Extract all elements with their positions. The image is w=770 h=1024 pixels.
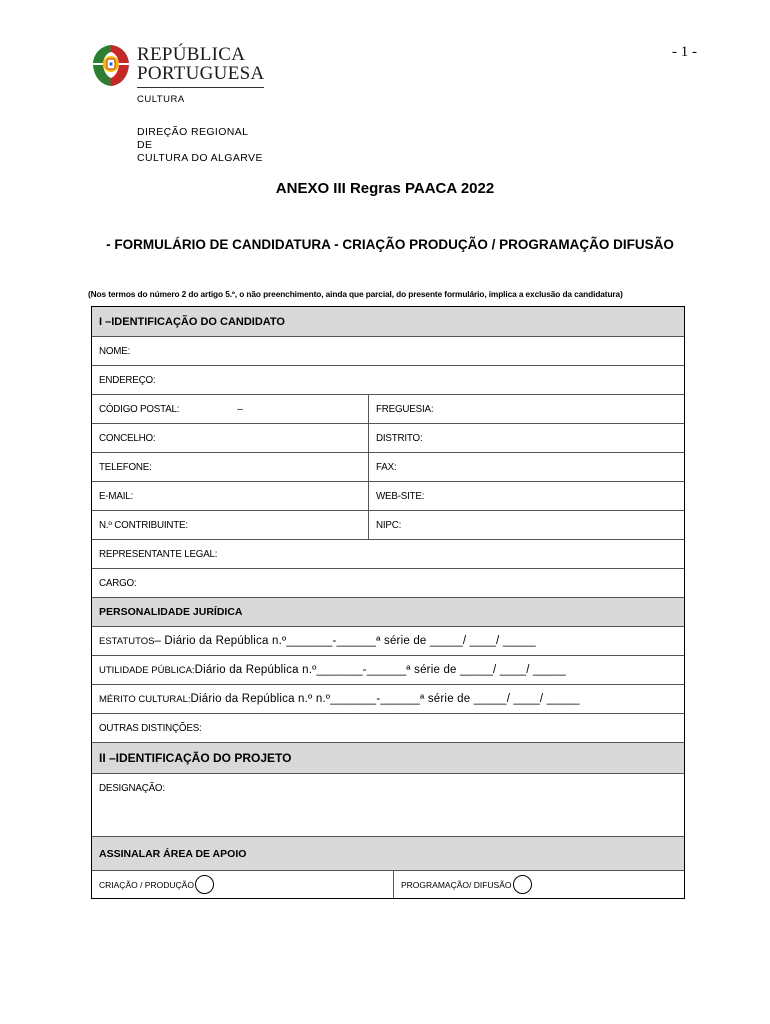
endereco-label: ENDEREÇO: [99,374,156,386]
telefone-field[interactable] [92,453,369,481]
department-line: DE [137,139,153,151]
concelho-field[interactable] [92,424,369,452]
brand-line-1: REPÚBLICA [137,44,246,65]
annex-title: ANEXO III Regras PAACA 2022 [275,180,495,197]
codigo-postal-separator: – [237,403,243,415]
form-row-merito[interactable] [92,684,684,713]
distrito-label: DISTRITO: [376,432,423,444]
designacao-label: DESIGNAÇÃO: [99,783,165,794]
cargo-label: CARGO: [99,577,137,589]
website-field[interactable] [369,482,424,510]
criacao-label: CRIAÇÃO / PRODUÇÃO [99,879,194,890]
section-header [92,307,684,336]
representante-label: REPRESENTANTE LEGAL: [99,548,218,560]
form-row-concelho [92,423,684,452]
estatutos-text: – Diário da República n.º_______-______ª série de _____/ ____/ _____ [154,635,536,647]
form-row-endereco[interactable] [92,365,684,394]
contribuinte-field[interactable] [92,511,369,539]
merito-label: MÉRITO CULTURAL: [99,693,191,705]
form-row-codigo-postal [92,394,684,423]
form-row-outras[interactable] [92,713,684,742]
department-name [137,126,263,165]
programacao-label: PROGRAMAÇÃO/ DIFUSÃO [401,879,512,890]
section1-title: I –IDENTIFICAÇÃO DO CANDIDATO [99,315,285,328]
estatutos-label: ESTATUTOS [99,635,155,647]
form-title: - FORMULÁRIO DE CANDIDATURA - CRIAÇÃO PRODUÇÃO / PROGRAMAÇÃO DIFUSÃO [106,237,674,252]
fax-label: FAX: [376,461,397,473]
form-row-email [92,481,684,510]
email-field[interactable] [92,482,369,510]
utilidade-label: UTILIDADE PÚBLICA: [99,664,195,676]
form-row-contribuinte [92,510,684,539]
email-label: E-MAIL: [99,490,133,502]
form-row-telefone [92,452,684,481]
coat-of-arms-icon [92,43,130,87]
utilidade-text: Diário da República n.º_______-______ª série de _____/ ____/ _____ [194,664,566,676]
apoio-option-criacao[interactable] [92,871,394,898]
form-note: (Nos termos do número 2 do artigo 5.º, o não preenchimento, ainda que parcial, do presente formulário, implica a exclusão da candidatura) [88,289,623,299]
form-row-nome[interactable] [92,336,684,365]
apoio-title: ASSINALAR ÁREA DE APOIO [99,847,247,860]
nipc-field[interactable] [369,511,401,539]
criacao-radio[interactable] [195,875,214,894]
form-row-cargo[interactable] [92,568,684,597]
nipc-label: NIPC: [376,519,402,531]
utilidade-field [92,656,684,684]
fax-field[interactable] [369,453,396,481]
freguesia-field[interactable] [369,395,433,423]
form-row-apoio-options [92,870,684,898]
codigo-postal-label: CÓDIGO POSTAL: [99,403,180,415]
nome-label: NOME: [99,345,131,357]
section-header [92,597,684,626]
concelho-label: CONCELHO: [99,432,156,444]
distrito-field[interactable] [369,424,422,452]
application-form [91,306,685,899]
department-line: CULTURA DO ALGARVE [137,152,263,164]
form-row-estatutos[interactable] [92,626,684,655]
section-header [92,836,684,870]
outras-label: OUTRAS DISTINÇÕES: [99,722,202,734]
page-number: - 1 - [672,44,697,60]
section2-title: II –IDENTIFICAÇÃO DO PROJETO [99,751,292,765]
freguesia-label: FREGUESIA: [376,403,434,415]
telefone-label: TELEFONE: [99,461,152,473]
estatutos-field [92,627,684,655]
brand-divider [137,87,264,88]
section-header [92,742,684,773]
form-row-designacao[interactable] [92,773,684,836]
personalidade-title: PERSONALIDADE JURÍDICA [99,606,243,618]
merito-field [92,685,684,713]
merito-text: Diário da República n.º n.º_______-______ª série de _____/ ____/ _____ [190,693,580,705]
programacao-radio[interactable] [513,875,532,894]
form-row-utilidade[interactable] [92,655,684,684]
brand-area: CULTURA [137,94,185,105]
apoio-option-programacao[interactable] [394,871,532,898]
codigo-postal-field[interactable] [92,395,369,423]
department-line: DIREÇÃO REGIONAL [137,126,249,138]
contribuinte-label: N.º CONTRIBUINTE: [99,519,188,531]
brand-line-2: PORTUGUESA [137,63,265,84]
form-row-representante[interactable] [92,539,684,568]
website-label: WEB-SITE: [376,490,425,502]
